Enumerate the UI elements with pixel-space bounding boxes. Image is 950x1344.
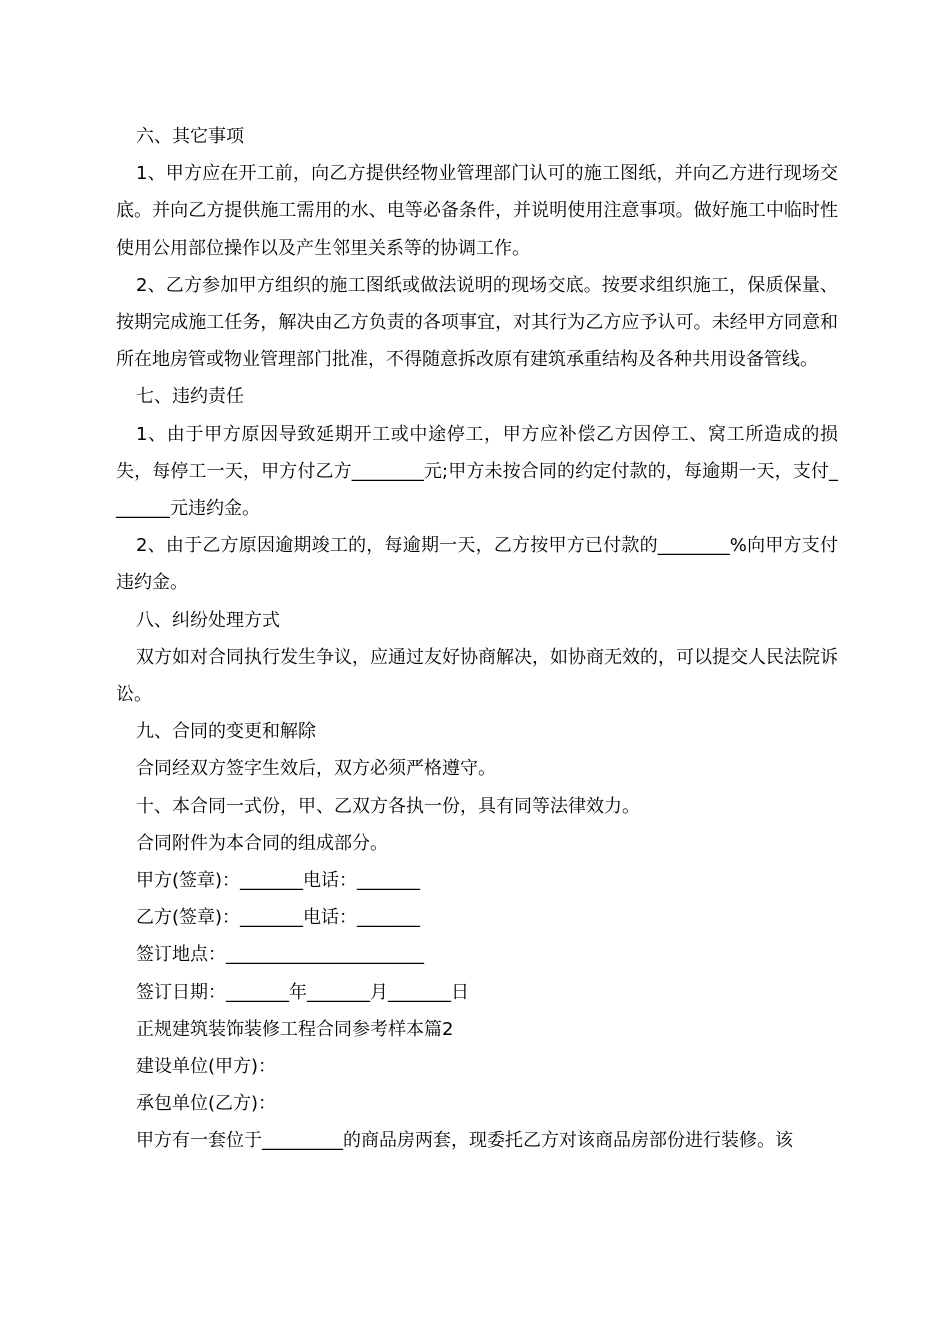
clause-8-1: 双方如对合同执行发生争议，应通过友好协商解决，如协商无效的，可以提交人民法院诉讼。 xyxy=(116,646,838,706)
clause-7-1: 1、由于甲方原因导致延期开工或中途停工，甲方应补偿乙方因停工、窝工所造成的损失，每停工一天，甲方付乙方________元;甲方未按合同的约定付款的，每逾期一天，支付_______元违约金。 xyxy=(116,423,838,520)
party-b-signature-line: 乙方(签章)：_______电话：_______ xyxy=(136,907,421,929)
section-heading-liability: 七、违约责任 xyxy=(136,386,244,408)
clause-7-2: 2、由于乙方原因逾期竣工的，每逾期一天，乙方按甲方已付款的________%向甲方支付违约金。 xyxy=(116,535,838,594)
attachment-note: 合同附件为本合同的组成部分。 xyxy=(136,832,388,854)
section-heading-change: 九、合同的变更和解除 xyxy=(136,721,316,743)
document-page xyxy=(116,118,838,1160)
clause-6-2: 2、乙方参加甲方组织的施工图纸或做法说明的现场交底。按要求组织施工，保质保量、按期完成施工任务，解决由乙方负责的各项事宜，对其行为乙方应予认可。未经甲方同意和所在地房管或物业管理部门批准，不得随意拆改原有建筑承重结构及各种共用设备管线。 xyxy=(116,274,838,371)
signing-place-line: 签订地点：______________________ xyxy=(136,944,424,966)
construction-unit-line: 建设单位(甲方)： xyxy=(136,1056,277,1078)
section-heading-other-matters: 六、其它事项 xyxy=(136,126,244,147)
signing-date-line: 签订日期：_______年_______月_______日 xyxy=(136,981,469,1003)
section-heading-dispute: 八、纠纷处理方式 xyxy=(136,609,280,631)
clause-6-1: 1、甲方应在开工前，向乙方提供经物业管理部门认可的施工图纸，并向乙方进行现场交底。并向乙方提供施工需用的水、电等必备条件，并说明使用注意事项。做好施工中临时性使用公用部位操作以及产生邻里关系等的协调工作。 xyxy=(116,163,838,259)
property-description: 甲方有一套位于_________的商品房两套，现委托乙方对该商品房部份进行装修。该 xyxy=(136,1130,793,1152)
contractor-unit-line: 承包单位(乙方)： xyxy=(136,1093,277,1115)
party-a-signature-line: 甲方(签章)：_______电话：_______ xyxy=(136,870,421,892)
clause-9-1: 合同经双方签字生效后，双方必须严格遵守。 xyxy=(136,758,496,780)
clause-10: 十、本合同一式份，甲、乙双方各执一份，具有同等法律效力。 xyxy=(136,795,640,817)
sample-title: 正规建筑装饰装修工程合同参考样本篇2 xyxy=(136,1018,454,1040)
